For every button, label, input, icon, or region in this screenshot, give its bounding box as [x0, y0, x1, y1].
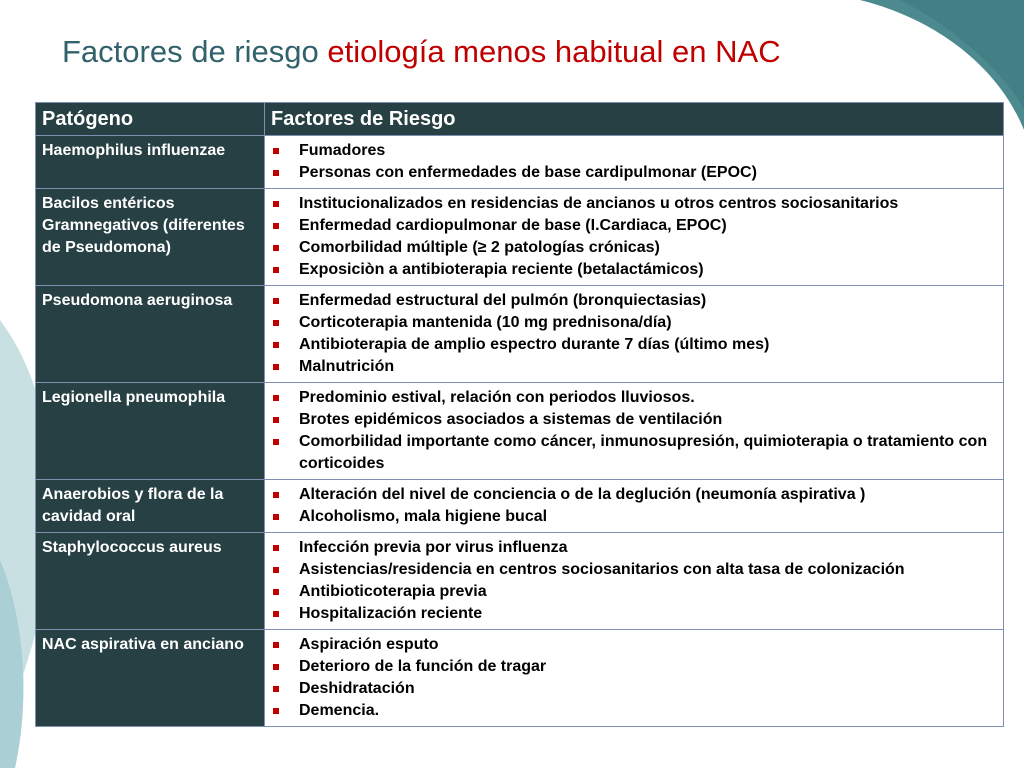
- square-bullet-icon: [273, 170, 279, 176]
- square-bullet-icon: [273, 567, 279, 573]
- square-bullet-icon: [273, 201, 279, 207]
- risk-factor-list: [269, 193, 997, 281]
- square-bullet-icon: [273, 223, 279, 229]
- list-item: [269, 537, 997, 559]
- square-bullet-icon: [273, 439, 279, 445]
- list-item: [269, 656, 997, 678]
- risk-factor-text: Corticoterapia mantenida (10 mg prednisona/día): [299, 314, 672, 331]
- risk-factor-list: [269, 484, 997, 528]
- risk-factors-cell: [265, 533, 1004, 630]
- risk-factor-text: Deshidratación: [299, 680, 415, 697]
- title-text: Factores de riesgo: [62, 34, 328, 69]
- pathogen-cell: Legionella pneumophila: [36, 383, 265, 480]
- square-bullet-icon: [273, 148, 279, 154]
- square-bullet-icon: [273, 417, 279, 423]
- list-item: [269, 409, 997, 431]
- risk-factor-text: Malnutrición: [299, 358, 395, 375]
- table-row: [36, 630, 1004, 727]
- risk-factor-text: Comorbilidad múltiple (≥ 2 patologías crónicas): [299, 239, 660, 256]
- risk-factor-text: Fumadores: [299, 142, 386, 159]
- risk-factor-text: Infección previa por virus influenza: [299, 539, 568, 556]
- risk-factor-text: Deterioro de la función de tragar: [299, 658, 547, 675]
- list-item: [269, 237, 997, 259]
- list-item: [269, 312, 997, 334]
- list-item: [269, 356, 997, 378]
- risk-factor-text: Alcoholismo, mala higiene bucal: [299, 508, 548, 525]
- square-bullet-icon: [273, 320, 279, 326]
- list-item: [269, 678, 997, 700]
- list-item: [269, 334, 997, 356]
- risk-factor-text: Enfermedad cardiopulmonar de base (I.Cardiaca, EPOC): [299, 217, 727, 234]
- risk-factors-cell: [265, 383, 1004, 480]
- risk-factor-text: Hospitalización reciente: [299, 605, 483, 622]
- table-row: [36, 286, 1004, 383]
- square-bullet-icon: [273, 611, 279, 617]
- square-bullet-icon: [273, 545, 279, 551]
- risk-factor-text: Enfermedad estructural del pulmón (bronquiectasias): [299, 292, 707, 309]
- risk-factor-text: Predominio estival, relación con periodos lluviosos.: [299, 389, 695, 406]
- risk-factor-text: Personas con enfermedades de base cardipulmonar (EPOC): [299, 164, 757, 181]
- risk-factors-cell: [265, 286, 1004, 383]
- pathogen-cell: Haemophilus influenzae: [36, 136, 265, 189]
- pathogen-cell: Pseudomona aeruginosa: [36, 286, 265, 383]
- list-item: [269, 603, 997, 625]
- list-item: [269, 193, 997, 215]
- list-item: [269, 162, 997, 184]
- square-bullet-icon: [273, 642, 279, 648]
- risk-factors-table: [35, 102, 1004, 727]
- list-item: [269, 700, 997, 722]
- list-item: [269, 140, 997, 162]
- title-accent-text: etiología menos habitual en NAC: [327, 34, 781, 69]
- risk-factor-text: Alteración del nivel de conciencia o de la deglución (neumonía aspirativa ): [299, 486, 866, 503]
- list-item: [269, 581, 997, 603]
- table-header-row: [36, 103, 1004, 136]
- list-item: [269, 259, 997, 281]
- risk-factor-text: Brotes epidémicos asociados a sistemas de ventilación: [299, 411, 723, 428]
- pathogen-cell: NAC aspirativa en anciano: [36, 630, 265, 727]
- list-item: [269, 290, 997, 312]
- square-bullet-icon: [273, 364, 279, 370]
- risk-factor-text: Antibioticoterapia previa: [299, 583, 487, 600]
- risk-factor-text: Asistencias/residencia en centros sociosanitarios con alta tasa de colonización: [299, 561, 905, 578]
- square-bullet-icon: [273, 395, 279, 401]
- risk-factors-cell: [265, 630, 1004, 727]
- square-bullet-icon: [273, 245, 279, 251]
- risk-factor-list: [269, 387, 997, 475]
- square-bullet-icon: [273, 342, 279, 348]
- list-item: [269, 387, 997, 409]
- risk-factor-list: [269, 290, 997, 378]
- table-body: [36, 136, 1004, 727]
- square-bullet-icon: [273, 267, 279, 273]
- risk-factor-list: [269, 537, 997, 625]
- table-row: [36, 533, 1004, 630]
- pathogen-cell: Staphylococcus aureus: [36, 533, 265, 630]
- risk-factors-cell: [265, 136, 1004, 189]
- risk-factor-text: Demencia.: [299, 702, 380, 719]
- square-bullet-icon: [273, 664, 279, 670]
- list-item: [269, 484, 997, 506]
- square-bullet-icon: [273, 708, 279, 714]
- list-item: [269, 559, 997, 581]
- risk-factor-list: [269, 634, 997, 722]
- list-item: [269, 634, 997, 656]
- risk-factor-list: [269, 140, 997, 184]
- risk-factor-text: Comorbilidad importante como cáncer, inmunosupresión, quimioterapia o tratamiento con corticoides: [299, 433, 988, 472]
- header-risk-factors: Factores de Riesgo: [265, 103, 1004, 136]
- slide-title: [62, 34, 781, 70]
- table-row: [36, 189, 1004, 286]
- list-item: [269, 506, 997, 528]
- header-pathogen: Patógeno: [36, 103, 265, 136]
- list-item: [269, 431, 997, 475]
- list-item: [269, 215, 997, 237]
- table-row: [36, 383, 1004, 480]
- risk-factor-text: Exposiciòn a antibioterapia reciente (betalactámicos): [299, 261, 704, 278]
- square-bullet-icon: [273, 298, 279, 304]
- risk-factor-text: Antibioterapia de amplio espectro durante 7 días (último mes): [299, 336, 770, 353]
- pathogen-cell: Anaerobios y flora de la cavidad oral: [36, 480, 265, 533]
- square-bullet-icon: [273, 514, 279, 520]
- risk-factors-cell: [265, 480, 1004, 533]
- square-bullet-icon: [273, 492, 279, 498]
- square-bullet-icon: [273, 686, 279, 692]
- square-bullet-icon: [273, 589, 279, 595]
- risk-factor-text: Institucionalizados en residencias de ancianos u otros centros sociosanitarios: [299, 195, 899, 212]
- risk-factor-text: Aspiración esputo: [299, 636, 439, 653]
- pathogen-cell: Bacilos entéricos Gramnegativos (diferentes de Pseudomona): [36, 189, 265, 286]
- risk-factors-cell: [265, 189, 1004, 286]
- table-row: [36, 480, 1004, 533]
- table-row: [36, 136, 1004, 189]
